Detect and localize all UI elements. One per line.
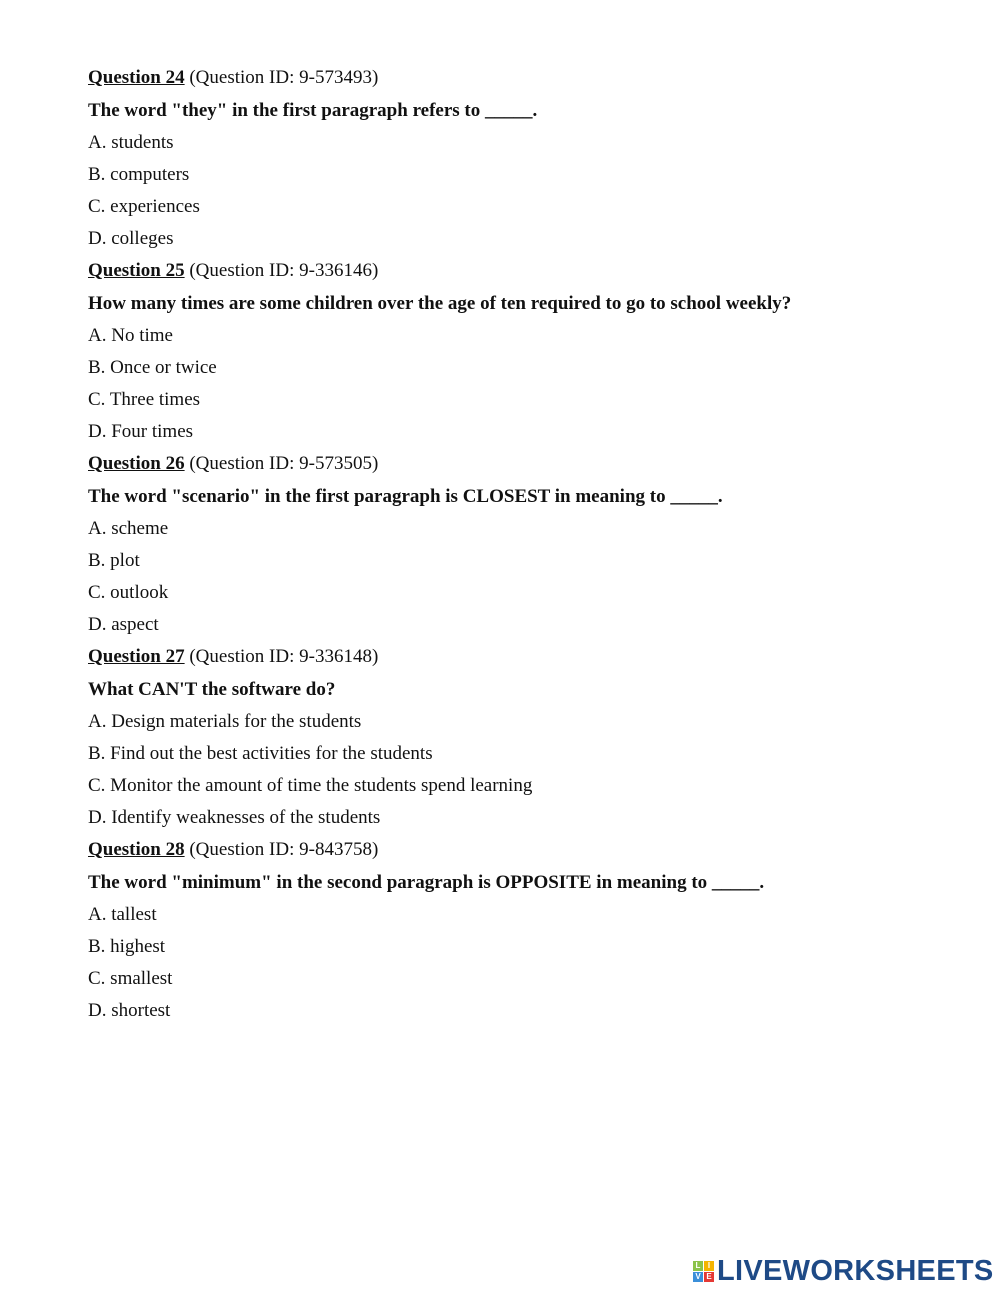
- question-id: (Question ID: 9-336146): [189, 260, 379, 281]
- answer-option: A. students: [88, 132, 174, 153]
- logo-tile: L: [693, 1261, 703, 1271]
- question-text: The word "they" in the first paragraph refers to _____.: [88, 100, 538, 121]
- answer-option: B. Find out the best activities for the students: [88, 743, 433, 764]
- question-text: The word "minimum" in the second paragraph is OPPOSITE in meaning to _____.: [88, 872, 765, 893]
- answer-option: B. Once or twice: [88, 357, 217, 378]
- answer-option: C. Monitor the amount of time the students spend learning: [88, 775, 533, 796]
- logo-text: LIVEWORKSHEETS: [717, 1255, 994, 1287]
- question-block: [88, 255, 968, 448]
- answer-option: D. Four times: [88, 421, 194, 442]
- answer-option: B. highest: [88, 936, 166, 957]
- question-block: [88, 641, 968, 834]
- answer-option: C. experiences: [88, 196, 200, 217]
- answer-option: A. Design materials for the students: [88, 711, 362, 732]
- question-header: [88, 448, 968, 481]
- answer-option: A. scheme: [88, 518, 169, 539]
- question-header: [88, 62, 968, 95]
- logo-tile: V: [693, 1272, 703, 1282]
- question-block: [88, 448, 968, 641]
- answer-option: A. tallest: [88, 904, 157, 925]
- answer-option: B. plot: [88, 550, 140, 571]
- question-label: Question 25: [88, 260, 185, 281]
- worksheet-content: [88, 62, 968, 1027]
- answer-option: D. shortest: [88, 1000, 171, 1021]
- liveworksheets-logo: [693, 1255, 994, 1288]
- answer-option: B. computers: [88, 164, 190, 185]
- question-header: [88, 834, 968, 867]
- question-id: (Question ID: 9-573493): [189, 67, 379, 88]
- answer-option: D. aspect: [88, 614, 159, 635]
- question-label: Question 26: [88, 453, 185, 474]
- question-header: [88, 641, 968, 674]
- logo-tile: E: [704, 1272, 714, 1282]
- question-text: How many times are some children over the age of ten required to go to school weekly?: [88, 293, 792, 314]
- question-text: What CAN'T the software do?: [88, 679, 336, 700]
- answer-option: A. No time: [88, 325, 173, 346]
- question-label: Question 27: [88, 646, 185, 667]
- question-header: [88, 255, 968, 288]
- live-tiles-icon: [693, 1261, 714, 1282]
- question-block: [88, 62, 968, 255]
- question-label: Question 24: [88, 67, 185, 88]
- question-label: Question 28: [88, 839, 185, 860]
- answer-option: C. outlook: [88, 582, 169, 603]
- question-id: (Question ID: 9-573505): [189, 453, 379, 474]
- answer-option: C. smallest: [88, 968, 173, 989]
- answer-option: C. Three times: [88, 389, 201, 410]
- question-id: (Question ID: 9-336148): [189, 646, 379, 667]
- logo-tile: I: [704, 1261, 714, 1271]
- answer-option: D. Identify weaknesses of the students: [88, 807, 381, 828]
- answer-option: D. colleges: [88, 228, 174, 249]
- question-id: (Question ID: 9-843758): [189, 839, 379, 860]
- question-block: [88, 834, 968, 1027]
- question-text: The word "scenario" in the first paragraph is CLOSEST in meaning to _____.: [88, 486, 723, 507]
